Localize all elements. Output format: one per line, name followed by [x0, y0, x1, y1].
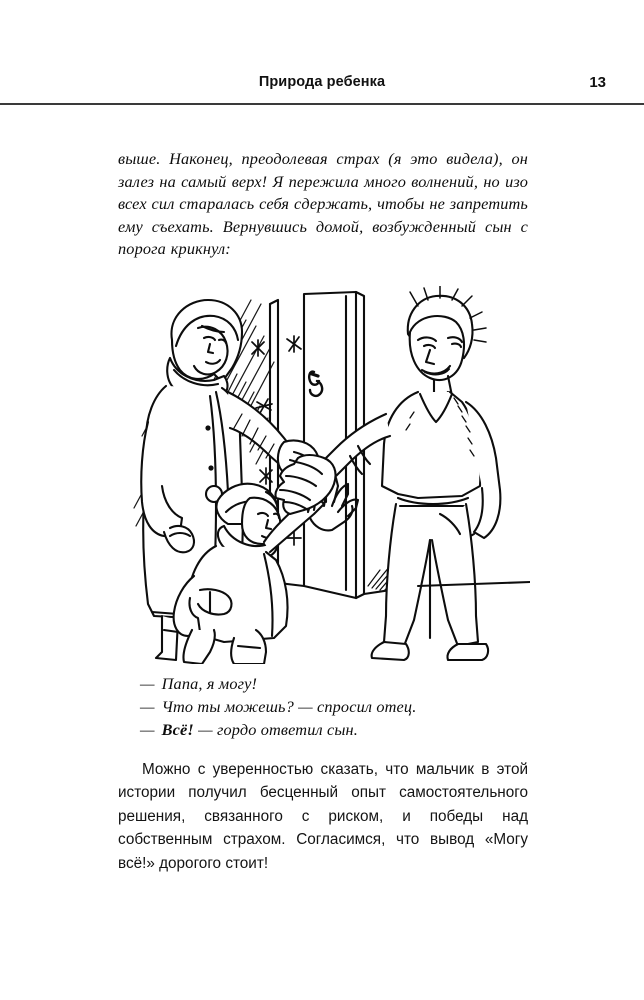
dialogue-line-3 [118, 718, 528, 741]
dialogue-text: — гордо ответил сын. [193, 720, 358, 739]
epigraph-paragraph: выше. Наконец, преодолевая страх (я это видела), он залез на самый верх! Я пережила много волнений, но изо всех сил старалась себя сдержать, чтобы не запретить ему съехать. Вернувшись домой, возбужденный сын с порога крикнул: [118, 149, 528, 259]
header-divider [0, 103, 644, 105]
closing-paragraph [118, 758, 528, 875]
running-head [0, 74, 644, 100]
page-number: 13 [589, 74, 606, 91]
dialogue-text: Что ты можешь? — спросил отец. [161, 697, 417, 716]
dialogue-dash: — [140, 720, 155, 739]
closing-text: Можно с уверенностью сказать, что мальчик в этой истории получил бесценный опыт самостоятельного решения, связанного с риском, и победы над собственным страхом. Согласимся, что вывод «Могу всё!» дорогого стоит! [118, 761, 528, 872]
dialogue-line-1 [118, 672, 528, 695]
dialogue-emphasis: Всё! [161, 720, 194, 739]
illustration [118, 286, 530, 664]
page-title: Природа ребенка [258, 74, 386, 90]
dialogue-dash: — [140, 697, 155, 716]
dialogue-block [118, 672, 528, 741]
dialogue-text: Папа, я могу! [161, 674, 258, 693]
dialogue-line-2 [118, 695, 528, 718]
dialogue-dash: — [140, 674, 155, 693]
